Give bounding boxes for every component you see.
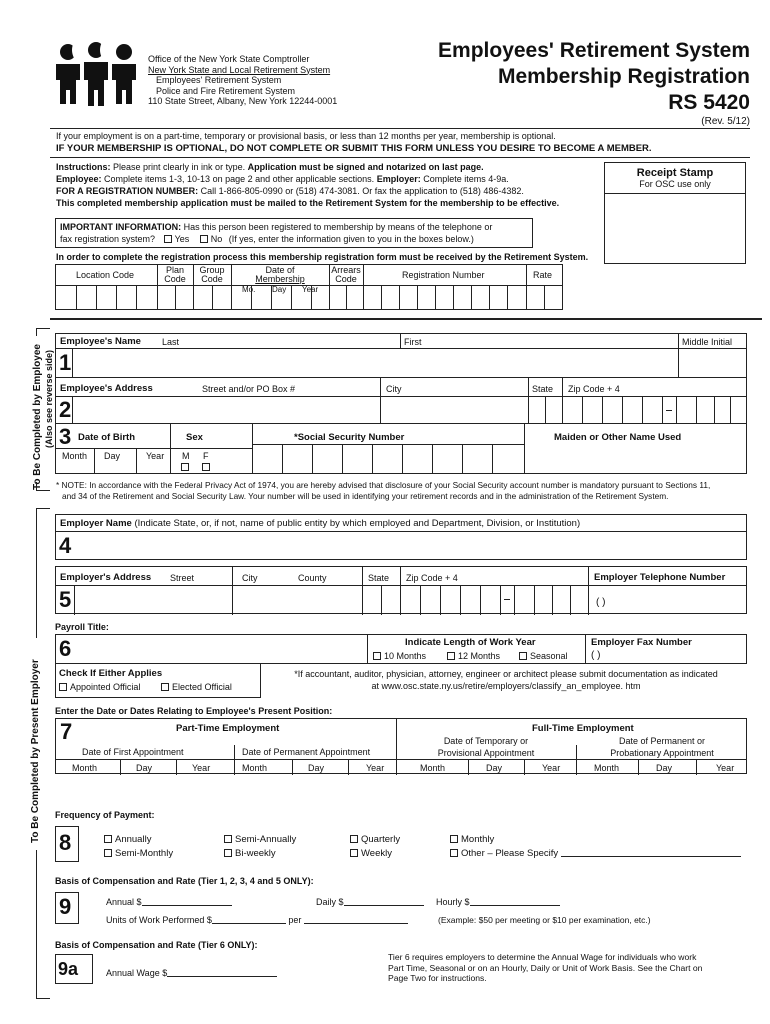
- office-line: Office of the New York State Comptroller: [148, 54, 310, 64]
- office-line: New York State and Local Retirement System: [148, 64, 331, 75]
- yes-label: Yes: [174, 234, 190, 244]
- units-rate-field[interactable]: Units of Work Performed $ per: [106, 915, 408, 925]
- employer-name-section: [55, 514, 747, 560]
- date-mo-label: Mo.: [242, 285, 256, 294]
- annual-rate-field[interactable]: Annual $: [106, 897, 232, 907]
- form-revision: (Rev. 5/12): [701, 116, 750, 127]
- employee-text: Complete items 1-3, 10-13 on page 2 and other applicable sections.: [101, 174, 377, 184]
- side-label-employee: To Be Completed by Employee: [32, 344, 43, 490]
- semi-annually-option[interactable]: Semi-Annually: [224, 834, 296, 845]
- employee-address-entry-cells[interactable]: [56, 396, 746, 424]
- section-number-9a: 9a: [58, 959, 79, 979]
- frequency-title: Frequency of Payment:: [55, 810, 155, 820]
- employer-address-label: Employer's Address: [60, 572, 152, 583]
- privacy-note-line: * NOTE: In accordance with the Federal Privacy Act of 1974, you are hereby advised that disclosure of your Social Security account number is mandatory pursuant to Sections 11,: [56, 480, 711, 490]
- temp-appointment-label: Provisional Appointment: [437, 748, 535, 758]
- tier6-basis-title: Basis of Compensation and Rate (Tier 6 ONLY):: [55, 940, 258, 950]
- units-example: (Example: $50 per meeting or $10 per examination, etc.): [438, 915, 651, 925]
- employer-text: Complete items 4-9a.: [420, 174, 509, 184]
- work-year-12-option[interactable]: 12 Months: [447, 651, 500, 661]
- instructions-block: [56, 161, 596, 209]
- full-time-label: Full-Time Employment: [532, 723, 634, 734]
- section-number-2: 2: [59, 397, 72, 422]
- ssn-entry-cells[interactable]: [252, 444, 524, 474]
- payroll-title-label: Payroll Title:: [55, 622, 109, 632]
- employer-county-label: County: [298, 573, 327, 583]
- form-title-block: [438, 38, 750, 128]
- employer-phone-input[interactable]: ( ): [596, 597, 606, 608]
- employer-address-entry-cells[interactable]: [56, 585, 588, 615]
- side-label-employee-sub: (Also see reverse side): [44, 349, 54, 448]
- office-line: Employees' Retirement System: [156, 75, 282, 85]
- year-label: Year: [366, 763, 385, 773]
- appointed-official-option[interactable]: Appointed Official: [59, 682, 140, 692]
- employer-street-label: Street: [170, 573, 195, 583]
- instructions-text: Please print clearly in ink or type.: [110, 162, 248, 172]
- sex-m-checkbox[interactable]: [181, 463, 189, 471]
- quarterly-option[interactable]: Quarterly: [350, 834, 400, 845]
- month-label: Month: [72, 763, 98, 773]
- semi-monthly-option[interactable]: Semi-Monthly: [104, 848, 173, 859]
- process-note: In order to complete the registration process this membership registration form must be received by the Retirement System.: [56, 252, 589, 262]
- annually-option[interactable]: Annually: [104, 834, 151, 845]
- day-label: Day: [656, 763, 673, 773]
- rate-label: Rate: [533, 270, 553, 280]
- day-label: Day: [486, 763, 503, 773]
- mail-instructions: This completed membership application must be mailed to the Retirement System for the membership to be effective.: [56, 198, 560, 208]
- no-label: No: [210, 234, 223, 244]
- reg-number-label: FOR A REGISTRATION NUMBER:: [56, 186, 199, 196]
- bi-weekly-option[interactable]: Bi-weekly: [224, 848, 276, 859]
- first-appointment-label: Date of First Appointment: [82, 747, 184, 757]
- state-label: State: [532, 384, 554, 394]
- date-membership-label: Membership: [255, 274, 305, 284]
- receipt-stamp-box: [604, 162, 746, 264]
- important-text: Has this person been registered to membership by means of the telephone or: [181, 222, 493, 232]
- arrears-code-label: Arrears: [331, 265, 361, 275]
- permanent-appointment-label: Date of Permanent Appointment: [242, 747, 371, 757]
- sex-f-checkbox[interactable]: [202, 463, 210, 471]
- employment-dates-entry[interactable]: [56, 759, 746, 775]
- dob-day-label: Day: [104, 451, 121, 461]
- hourly-rate-field[interactable]: Hourly $: [436, 897, 560, 907]
- reg-number-text: Call 1-866-805-0990 or (518) 474-3081. Or fax the application to (518) 486-4382.: [198, 186, 524, 196]
- basis-title: Basis of Compensation and Rate (Tier 1, 2, 3, 4 and 5 ONLY):: [55, 876, 314, 886]
- dob-month-label: Month: [62, 451, 88, 461]
- important-label: IMPORTANT INFORMATION:: [60, 222, 182, 232]
- employee-address-section: [55, 378, 747, 424]
- side-label-employer: To Be Completed by Present Employer: [30, 659, 41, 843]
- payroll-section: [55, 634, 747, 700]
- yes-checkbox[interactable]: [164, 234, 190, 244]
- perm-prob-appointment-label: Date of Permanent or: [618, 736, 706, 746]
- important-line2: fax registration system?: [60, 234, 156, 244]
- year-label: Year: [192, 763, 211, 773]
- ssn-label: *Social Security Number: [294, 432, 405, 443]
- section-number-1: 1: [59, 350, 72, 375]
- month-label: Month: [242, 763, 268, 773]
- instructions-bold: Application must be signed and notarized on last page.: [247, 162, 484, 172]
- year-label: Year: [542, 763, 561, 773]
- registration-table: [55, 264, 563, 310]
- employer-name-entry[interactable]: [74, 531, 746, 559]
- work-year-label: Indicate Length of Work Year: [405, 637, 536, 648]
- day-label: Day: [308, 763, 325, 773]
- arrears-code-label: Code: [335, 274, 357, 284]
- employee-name-entry-cells[interactable]: [56, 348, 746, 378]
- form-title-line1: Employees' Retirement System: [438, 39, 750, 62]
- employer-address-section: [55, 566, 747, 614]
- sex-m-label: M: [182, 451, 190, 461]
- optional-notice: If your employment is on a part-time, temporary or provisional basis, or less than 12 months per year, membership is optional.: [56, 131, 556, 141]
- maiden-name-entry[interactable]: [526, 444, 746, 474]
- nysrs-logo: [52, 42, 140, 108]
- group-code-label: Code: [201, 274, 223, 284]
- registration-number-label: Registration Number: [402, 270, 485, 280]
- date-day-label: Day: [272, 285, 287, 294]
- section-number-7: 7: [60, 719, 73, 744]
- maiden-name-label: Maiden or Other Name Used: [554, 432, 682, 443]
- middle-initial-label: Middle Initial: [682, 337, 733, 347]
- section-number-8: 8: [59, 830, 72, 855]
- monthly-option[interactable]: Monthly: [450, 834, 494, 845]
- day-label: Day: [136, 763, 153, 773]
- employee-address-label: Employee's Address: [60, 383, 153, 394]
- month-label: Month: [594, 763, 620, 773]
- employer-city-label: City: [242, 573, 258, 583]
- last-name-label: Last: [162, 337, 180, 347]
- section-number-3: 3: [59, 424, 72, 449]
- important-info-box: [55, 218, 533, 248]
- year-label: Year: [716, 763, 735, 773]
- zip-label: Zip Code + 4: [568, 384, 620, 394]
- office-line: Police and Fire Retirement System: [156, 85, 296, 96]
- month-label: Month: [420, 763, 446, 773]
- important-tail: (If yes, enter the information given to you in the boxes below.): [228, 234, 474, 244]
- accountant-note: *If accountant, auditor, physician, attorney, engineer or architect please submit documentation as indicated at www.osc.state.ny.us/retire/employers/classify_an_employee. htm: [294, 669, 718, 691]
- employer-zip-label: Zip Code + 4: [406, 573, 458, 583]
- employer-name-hint: (Indicate State, or, if not, name of public entity by which employed and Department, Division, or Institution): [131, 518, 581, 529]
- dob-year-label: Year: [146, 451, 165, 461]
- employer-phone-label: Employer Telephone Number: [594, 572, 726, 583]
- first-name-label: First: [404, 337, 422, 347]
- form-number: RS 5420: [668, 91, 750, 114]
- section-number-5: 5: [59, 587, 72, 612]
- dates-title: Enter the Date or Dates Relating to Employee's Present Position:: [55, 706, 333, 716]
- work-year-10-option[interactable]: 10 Months: [373, 651, 426, 661]
- employer-fax-label: Employer Fax Number: [591, 637, 692, 648]
- employer-fax-input[interactable]: ( ): [591, 650, 601, 661]
- sex-label: Sex: [186, 432, 203, 443]
- date-membership-label: Date of: [265, 265, 295, 275]
- employment-dates-section: [55, 718, 747, 774]
- section-number-4: 4: [59, 533, 72, 558]
- section-number-6: 6: [59, 636, 72, 661]
- plan-code-label: Code: [164, 274, 186, 284]
- temp-appointment-label: Date of Temporary or: [443, 736, 529, 746]
- optional-warning: IF YOUR MEMBERSHIP IS OPTIONAL, DO NOT COMPLETE OR SUBMIT THIS FORM UNLESS YOU DESIRE TO BECOME A MEMBER.: [56, 143, 652, 154]
- tier6-note: Tier 6 requires employers to determine the Annual Wage for individuals who work Part Time, Seasonal or on an Hourly, Daily or Unit of Work Basis. See the Chart on Page Two for instructions.: [388, 952, 703, 983]
- work-year-seasonal-option[interactable]: Seasonal: [519, 651, 568, 661]
- city-label: City: [386, 384, 402, 394]
- sex-f-label: F: [203, 451, 209, 461]
- receipt-stamp-subtitle: For OSC use only: [639, 179, 711, 189]
- street-label: Street and/or PO Box #: [202, 384, 296, 394]
- employer-label: Employer:: [376, 174, 421, 184]
- employee-name-section: [55, 333, 747, 378]
- employee-name-label: Employee's Name: [60, 336, 141, 347]
- no-checkbox[interactable]: [200, 234, 223, 244]
- date-year-label: Year: [302, 285, 319, 294]
- part-time-label: Part-Time Employment: [176, 723, 280, 734]
- payroll-title-entry[interactable]: [75, 636, 365, 662]
- elected-official-option[interactable]: Elected Official: [161, 682, 232, 692]
- receipt-stamp-title: Receipt Stamp: [636, 167, 714, 179]
- date-of-birth-label: Date of Birth: [78, 432, 135, 443]
- employer-state-label: State: [368, 573, 390, 583]
- instructions-label: Instructions:: [56, 162, 111, 172]
- plan-code-label: Plan: [165, 265, 184, 275]
- weekly-option[interactable]: Weekly: [350, 848, 392, 859]
- employer-name-label: Employer Name: [60, 518, 132, 529]
- form-title-line2: Membership Registration: [497, 65, 750, 88]
- group-code-label: Group: [199, 265, 225, 275]
- birth-sex-ssn-section: [55, 424, 747, 474]
- privacy-note: [56, 480, 710, 501]
- daily-rate-field[interactable]: Daily $: [316, 897, 424, 907]
- other-option[interactable]: Other – Please Specify: [450, 848, 741, 859]
- office-line: 110 State Street, Albany, New York 12244-0001: [148, 96, 338, 106]
- check-either-label: Check If Either Applies: [59, 668, 163, 679]
- office-address-block: [148, 54, 337, 107]
- annual-wage-field[interactable]: Annual Wage $: [106, 968, 277, 978]
- section-number-9: 9: [59, 894, 72, 919]
- employee-label: Employee:: [56, 174, 102, 184]
- registration-entry-cells[interactable]: [56, 285, 562, 309]
- location-code-label: Location Code: [76, 270, 135, 280]
- privacy-note-line: and 34 of the Retirement and Social Security Law. Your number will be used in identifying your retirement records and in the administration of the Retirement System.: [62, 490, 669, 501]
- perm-prob-appointment-label: Probationary Appointment: [610, 748, 714, 758]
